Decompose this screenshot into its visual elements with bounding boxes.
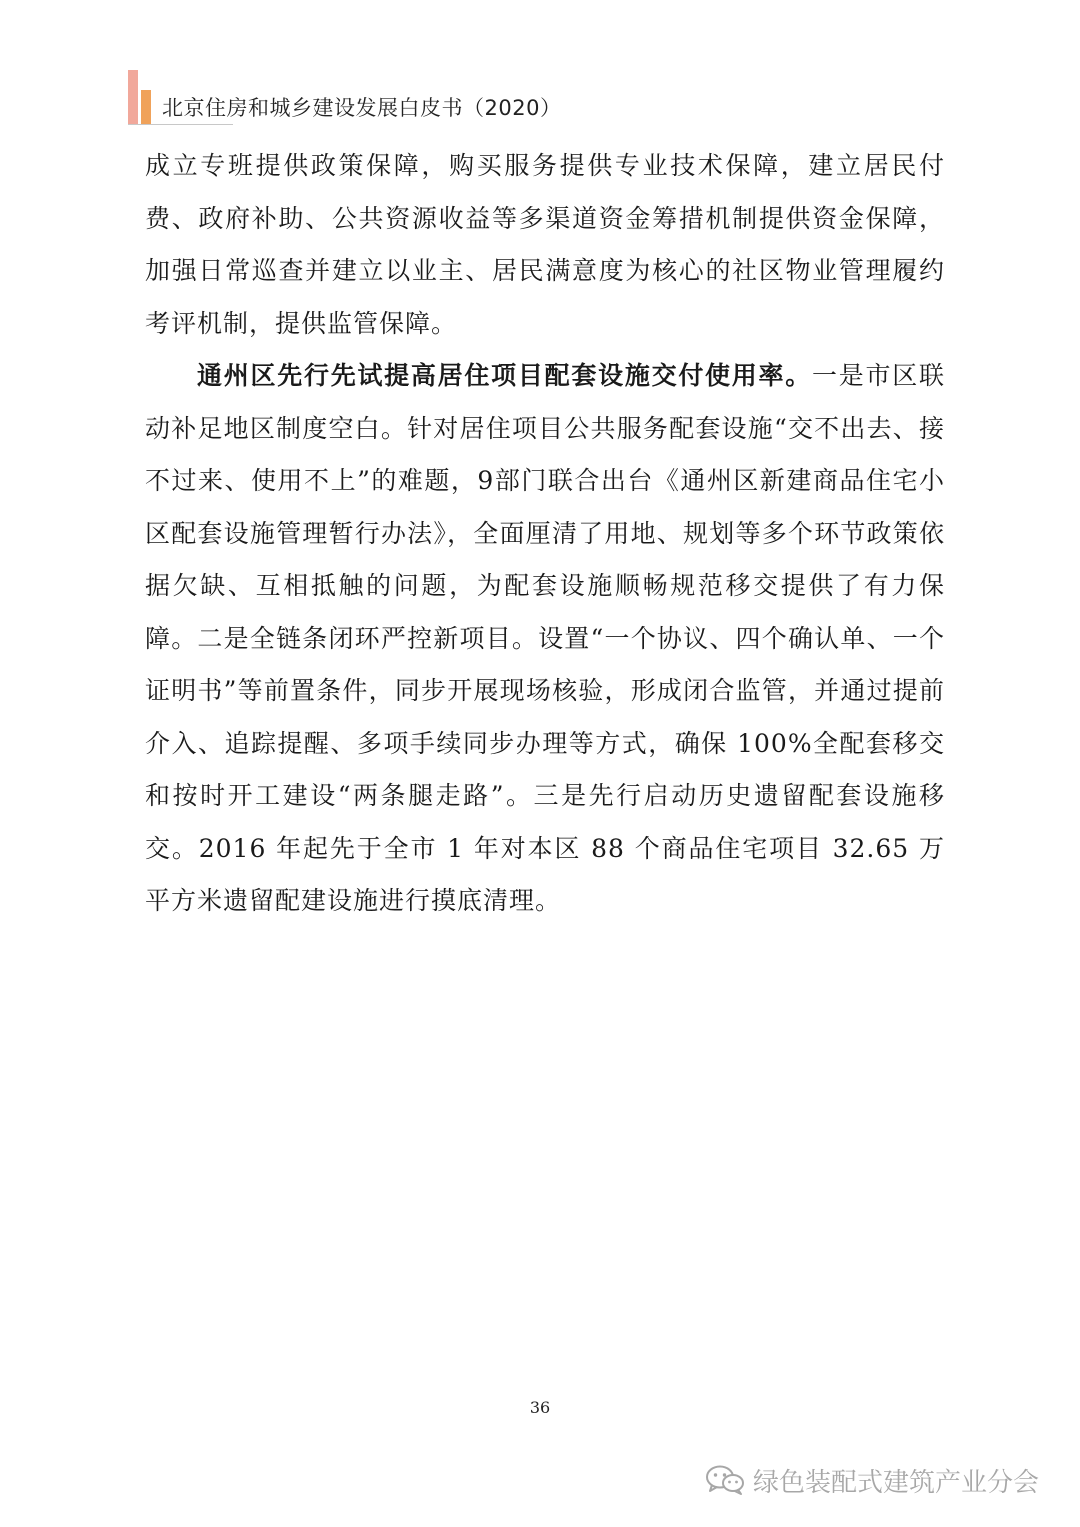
body-text — [145, 140, 945, 928]
paragraph-2-text: 一是市区联动补足地区制度空白。针对居住项目公共服务配套设施“交不出去、接不过来、使用不上”的难题，9部门联合出台《通州区新建商品住宅小区配套设施管理暂行办法》，全面厘清了用地、规划等多个环节政策依据欠缺、互相抵触的问题，为配套设施顺畅规范移交提供了有力保障。二是全链条闭环严控新项目。设置“一个协议、四个确认单、一个证明书”等前置条件，同步开展现场核验，形成闭合监管，并通过提前介入、追踪提醒、多项手续同步办理等方式，确保 100%全配套移交和按时开工建设“两条腿走路”。三是先行启动历史遗留配套设施移交。2016 年起先于全市 1 年对本区 88 个商品住宅项目 32.65 万平方米遗留配建设施进行摸底清理。 — [145, 361, 945, 915]
page-number: 36 — [529, 1398, 551, 1417]
header-accent-bar-pink — [128, 70, 138, 124]
paragraph-1: 成立专班提供政策保障，购买服务提供专业技术保障，建立居民付费、政府补助、公共资源收益等多渠道资金筹措机制提供资金保障，加强日常巡查并建立以业主、居民满意度为核心的社区物业管理履约考评机制，提供监管保障。 — [145, 151, 945, 338]
header-accent-bar-orange — [141, 90, 151, 124]
paragraph-2-heading: 通州区先行先试提高居住项目配套设施交付使用率。 — [197, 361, 813, 390]
page-header — [128, 70, 562, 128]
watermark — [705, 1460, 1039, 1500]
watermark-text: 绿色装配式建筑产业分会 — [753, 1467, 1040, 1498]
wechat-icon — [705, 1464, 745, 1496]
header-rule — [128, 124, 233, 125]
paragraph-2 — [145, 350, 945, 928]
header-title: 北京住房和城乡建设发展白皮书（2020） — [162, 96, 562, 120]
